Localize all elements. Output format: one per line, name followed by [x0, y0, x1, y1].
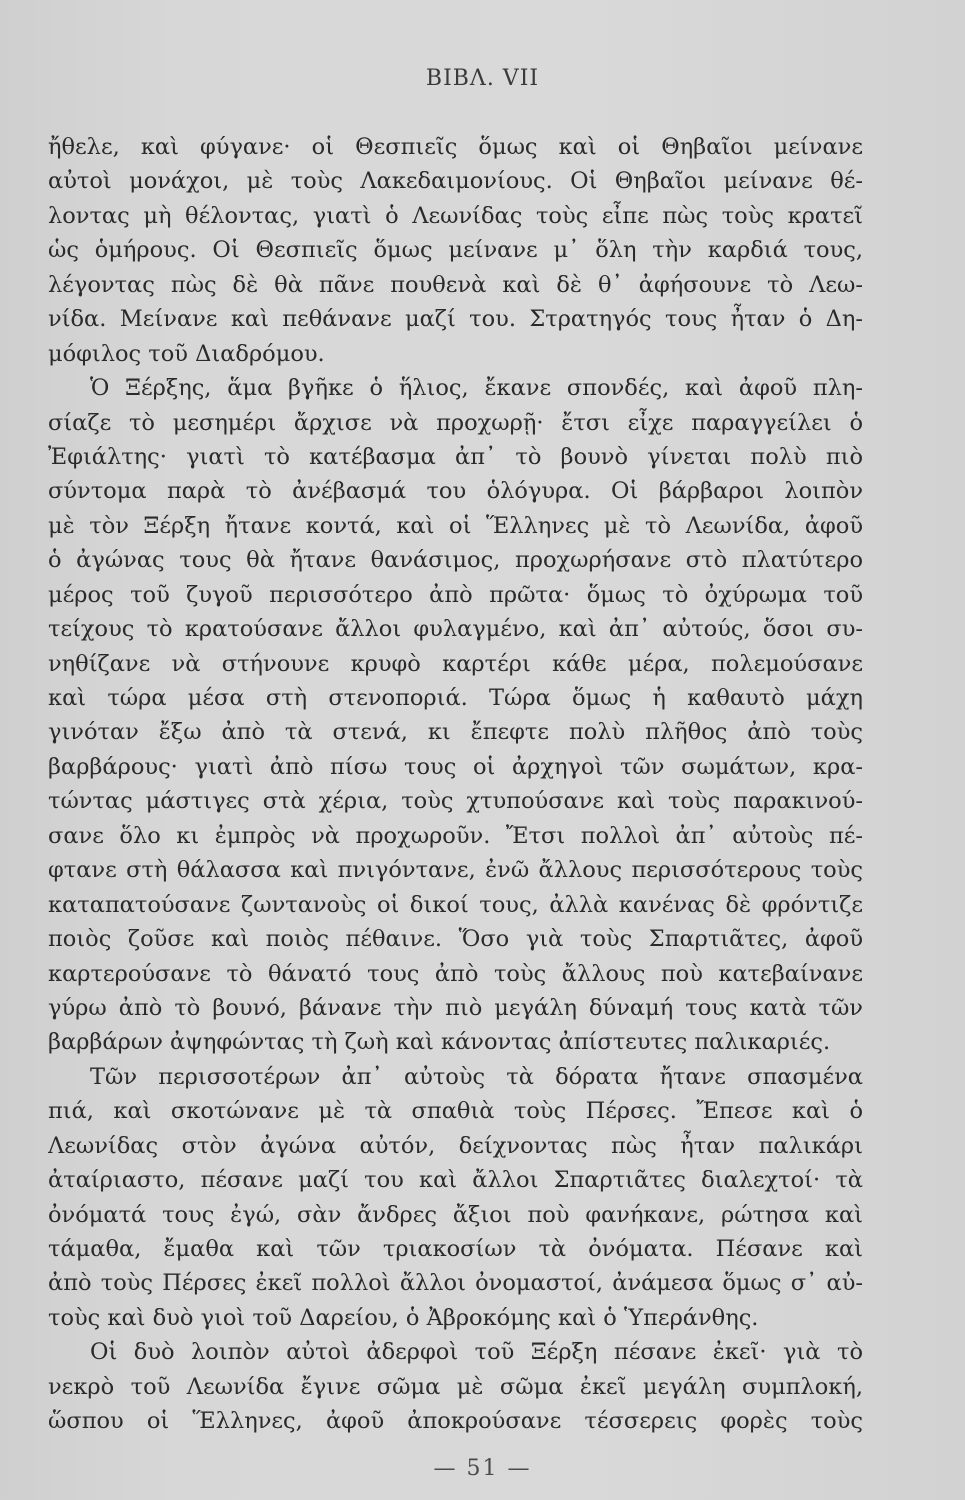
- text-line: τείχους τὸ κρατούσανε ἄλλοι φυλαγμένο, καὶ ἀπ᾿ αὐτούς, ὅσοι συ-: [48, 616, 863, 643]
- text-line: νεκρὸ τοῦ Λεωνίδα ἔγινε σῶμα μὲ σῶμα ἐκεῖ μεγάλη συμπλοκή,: [48, 1373, 863, 1400]
- text-line: καρτερούσανε τὸ θάνατό τους ἀπὸ τοὺς ἄλλους ποὺ κατεβαίνανε: [48, 960, 863, 987]
- text-line: καὶ τώρα μέσα στὴ στενοποριά. Τώρα ὅμως ἡ καθαυτὸ μάχη: [48, 685, 863, 711]
- text-line: νηθίζανε νὰ στήνουνε κρυφὸ καρτέρι κάθε μέρα, πολεμούσανε: [48, 650, 863, 677]
- text-line: νίδα. Μείνανε καὶ πεθάνανε μαζί του. Στρατηγός τους ἦταν ὁ Δη-: [48, 306, 863, 333]
- text-line: Ὁ Ξέρξης, ἅμα βγῆκε ὁ ἥλιος, ἔκανε σπονδές, καὶ ἀφοῦ πλη-: [90, 375, 863, 402]
- text-line: ὡς ὁμήρους. Οἱ Θεσπιεῖς ὅμως μείνανε μ᾿ ὅλη τὴν καρδιά τους,: [48, 237, 863, 264]
- text-line: τοὺς καὶ δυὸ γιοὶ τοῦ Δαρείου, ὁ Ἀβροκόμης καὶ ὁ Ὑπεράνθης.: [48, 1304, 759, 1331]
- text-line: λέγοντας πὼς δὲ θὰ πᾶνε πουθενὰ καὶ δὲ θ᾿ ἀφήσουνε τὸ Λεω-: [48, 271, 863, 298]
- text-line: Οἱ δυὸ λοιπὸν αὐτοὶ ἀδερφοὶ τοῦ Ξέρξη πέσανε ἐκεῖ· γιὰ τὸ: [90, 1339, 863, 1366]
- text-line: μόφιλος τοῦ Διαδρόμου.: [48, 340, 325, 367]
- text-line: αὐτοὶ μονάχοι, μὲ τοὺς Λακεδαιμονίους. Οἱ Θηβαῖοι μείνανε θέ-: [48, 168, 863, 195]
- text-line: ἀπὸ τοὺς Πέρσες ἐκεῖ πολλοὶ ἄλλοι ὀνομαστοί, ἀνάμεσα ὅμως σ᾿ αὐ-: [48, 1270, 863, 1297]
- text-line: καταπατούσανε ζωντανοὺς οἱ δικοί τους, ἀλλὰ κανένας δὲ φρόντιζε: [48, 891, 863, 918]
- text-line: μέρος τοῦ ζυγοῦ περισσότερο ἀπὸ πρῶτα· ὅμως τὸ ὀχύρωμα τοῦ: [48, 581, 863, 608]
- text-line: Τῶν περισσοτέρων ἀπ᾿ αὐτοὺς τὰ δόρατα ἤτανε σπασμένα: [90, 1063, 863, 1090]
- text-line: μὲ τὸν Ξέρξη ἤτανε κοντά, καὶ οἱ Ἕλληνες μὲ τὸ Λεωνίδα, ἀφοῦ: [48, 512, 863, 539]
- text-line: ὁ ἀγώνας τους θὰ ἤτανε θανάσιμος, προχωρήσανε στὸ πλατύτερο: [48, 547, 863, 574]
- text-line: σανε ὅλο κι ἐμπρὸς νὰ προχωροῦν. Ἔτσι πολλοὶ ἀπ᾿ αὐτοὺς πέ-: [48, 822, 863, 849]
- text-line: γινόταν ἔξω ἀπὸ τὰ στενά, κι ἔπεφτε πολὺ πλῆθος ἀπὸ τοὺς: [48, 719, 863, 746]
- text-line: γύρω ἀπὸ τὸ βουνό, βάνανε τὴν πιὸ μεγάλη δύναμή τους κατὰ τῶν: [48, 994, 863, 1021]
- text-line: φτανε στὴ θάλασσα καὶ πνιγόντανε, ἐνῶ ἄλλους περισσότερους τοὺς: [48, 857, 863, 884]
- text-line: Λεωνίδας στὸν ἀγώνα αὐτόν, δείχνοντας πὼς ἦταν παλικάρι: [48, 1132, 863, 1159]
- text-line: πιά, καὶ σκοτώνανε μὲ τὰ σπαθιὰ τοὺς Πέρσες. Ἔπεσε καὶ ὁ: [48, 1098, 863, 1125]
- page-number: — 51 —: [433, 1456, 532, 1481]
- text-line: τάμαθα, ἔμαθα καὶ τῶν τριακοσίων τὰ ὀνόματα. Πέσανε καὶ: [48, 1236, 863, 1262]
- running-head: ΒΙΒΛ. VII: [425, 66, 540, 91]
- text-line: ποιὸς ζοῦσε καὶ ποιὸς πέθαινε. Ὅσο γιὰ τοὺς Σπαρτιᾶτες, ἀφοῦ: [48, 926, 863, 953]
- text-line: τώντας μάστιγες στὰ χέρια, τοὺς χτυπούσανε καὶ τοὺς παρακινού-: [48, 788, 863, 815]
- text-line: σύντομα παρὰ τὸ ἀνέβασμά του ὁλόγυρα. Οἱ βάρβαροι λοιπὸν: [48, 478, 863, 505]
- text-line: ἀταίριαστο, πέσανε μαζί του καὶ ἄλλοι Σπαρτιᾶτες διαλεχτοί· τὰ: [48, 1167, 863, 1194]
- text-line: βαρβάρων ἀψηφώντας τὴ ζωὴ καὶ κάνοντας ἀπίστευτες παλικαριές.: [48, 1029, 831, 1056]
- text-line: ὥσπου οἱ Ἕλληνες, ἀφοῦ ἀποκρούσανε τέσσερεις φορὲς τοὺς: [48, 1408, 863, 1435]
- text-line: Ἐφιάλτης· γιατὶ τὸ κατέβασμα ἀπ᾿ τὸ βουνὸ γίνεται πολὺ πιὸ: [48, 443, 863, 470]
- text-line: σίαζε τὸ μεσημέρι ἄρχισε νὰ προχωρῇ· ἔτσι εἶχε παραγγείλει ὁ: [48, 409, 863, 436]
- body-text: [48, 130, 863, 1439]
- text-line: ὀνόματά τους ἐγώ, σὰν ἄνδρες ἄξιοι ποὺ φανήκανε, ρώτησα καὶ: [48, 1201, 863, 1228]
- text-line: λοντας μὴ θέλοντας, γιατὶ ὁ Λεωνίδας τοὺς εἶπε πὼς τοὺς κρατεῖ: [48, 202, 863, 229]
- text-line: ἤθελε, καὶ φύγανε· οἱ Θεσπιεῖς ὅμως καὶ οἱ Θηβαῖοι μείνανε: [48, 134, 863, 160]
- text-line: βαρβάρους· γιατὶ ἀπὸ πίσω τους οἱ ἀρχηγοὶ τῶν σωμάτων, κρα-: [48, 753, 863, 780]
